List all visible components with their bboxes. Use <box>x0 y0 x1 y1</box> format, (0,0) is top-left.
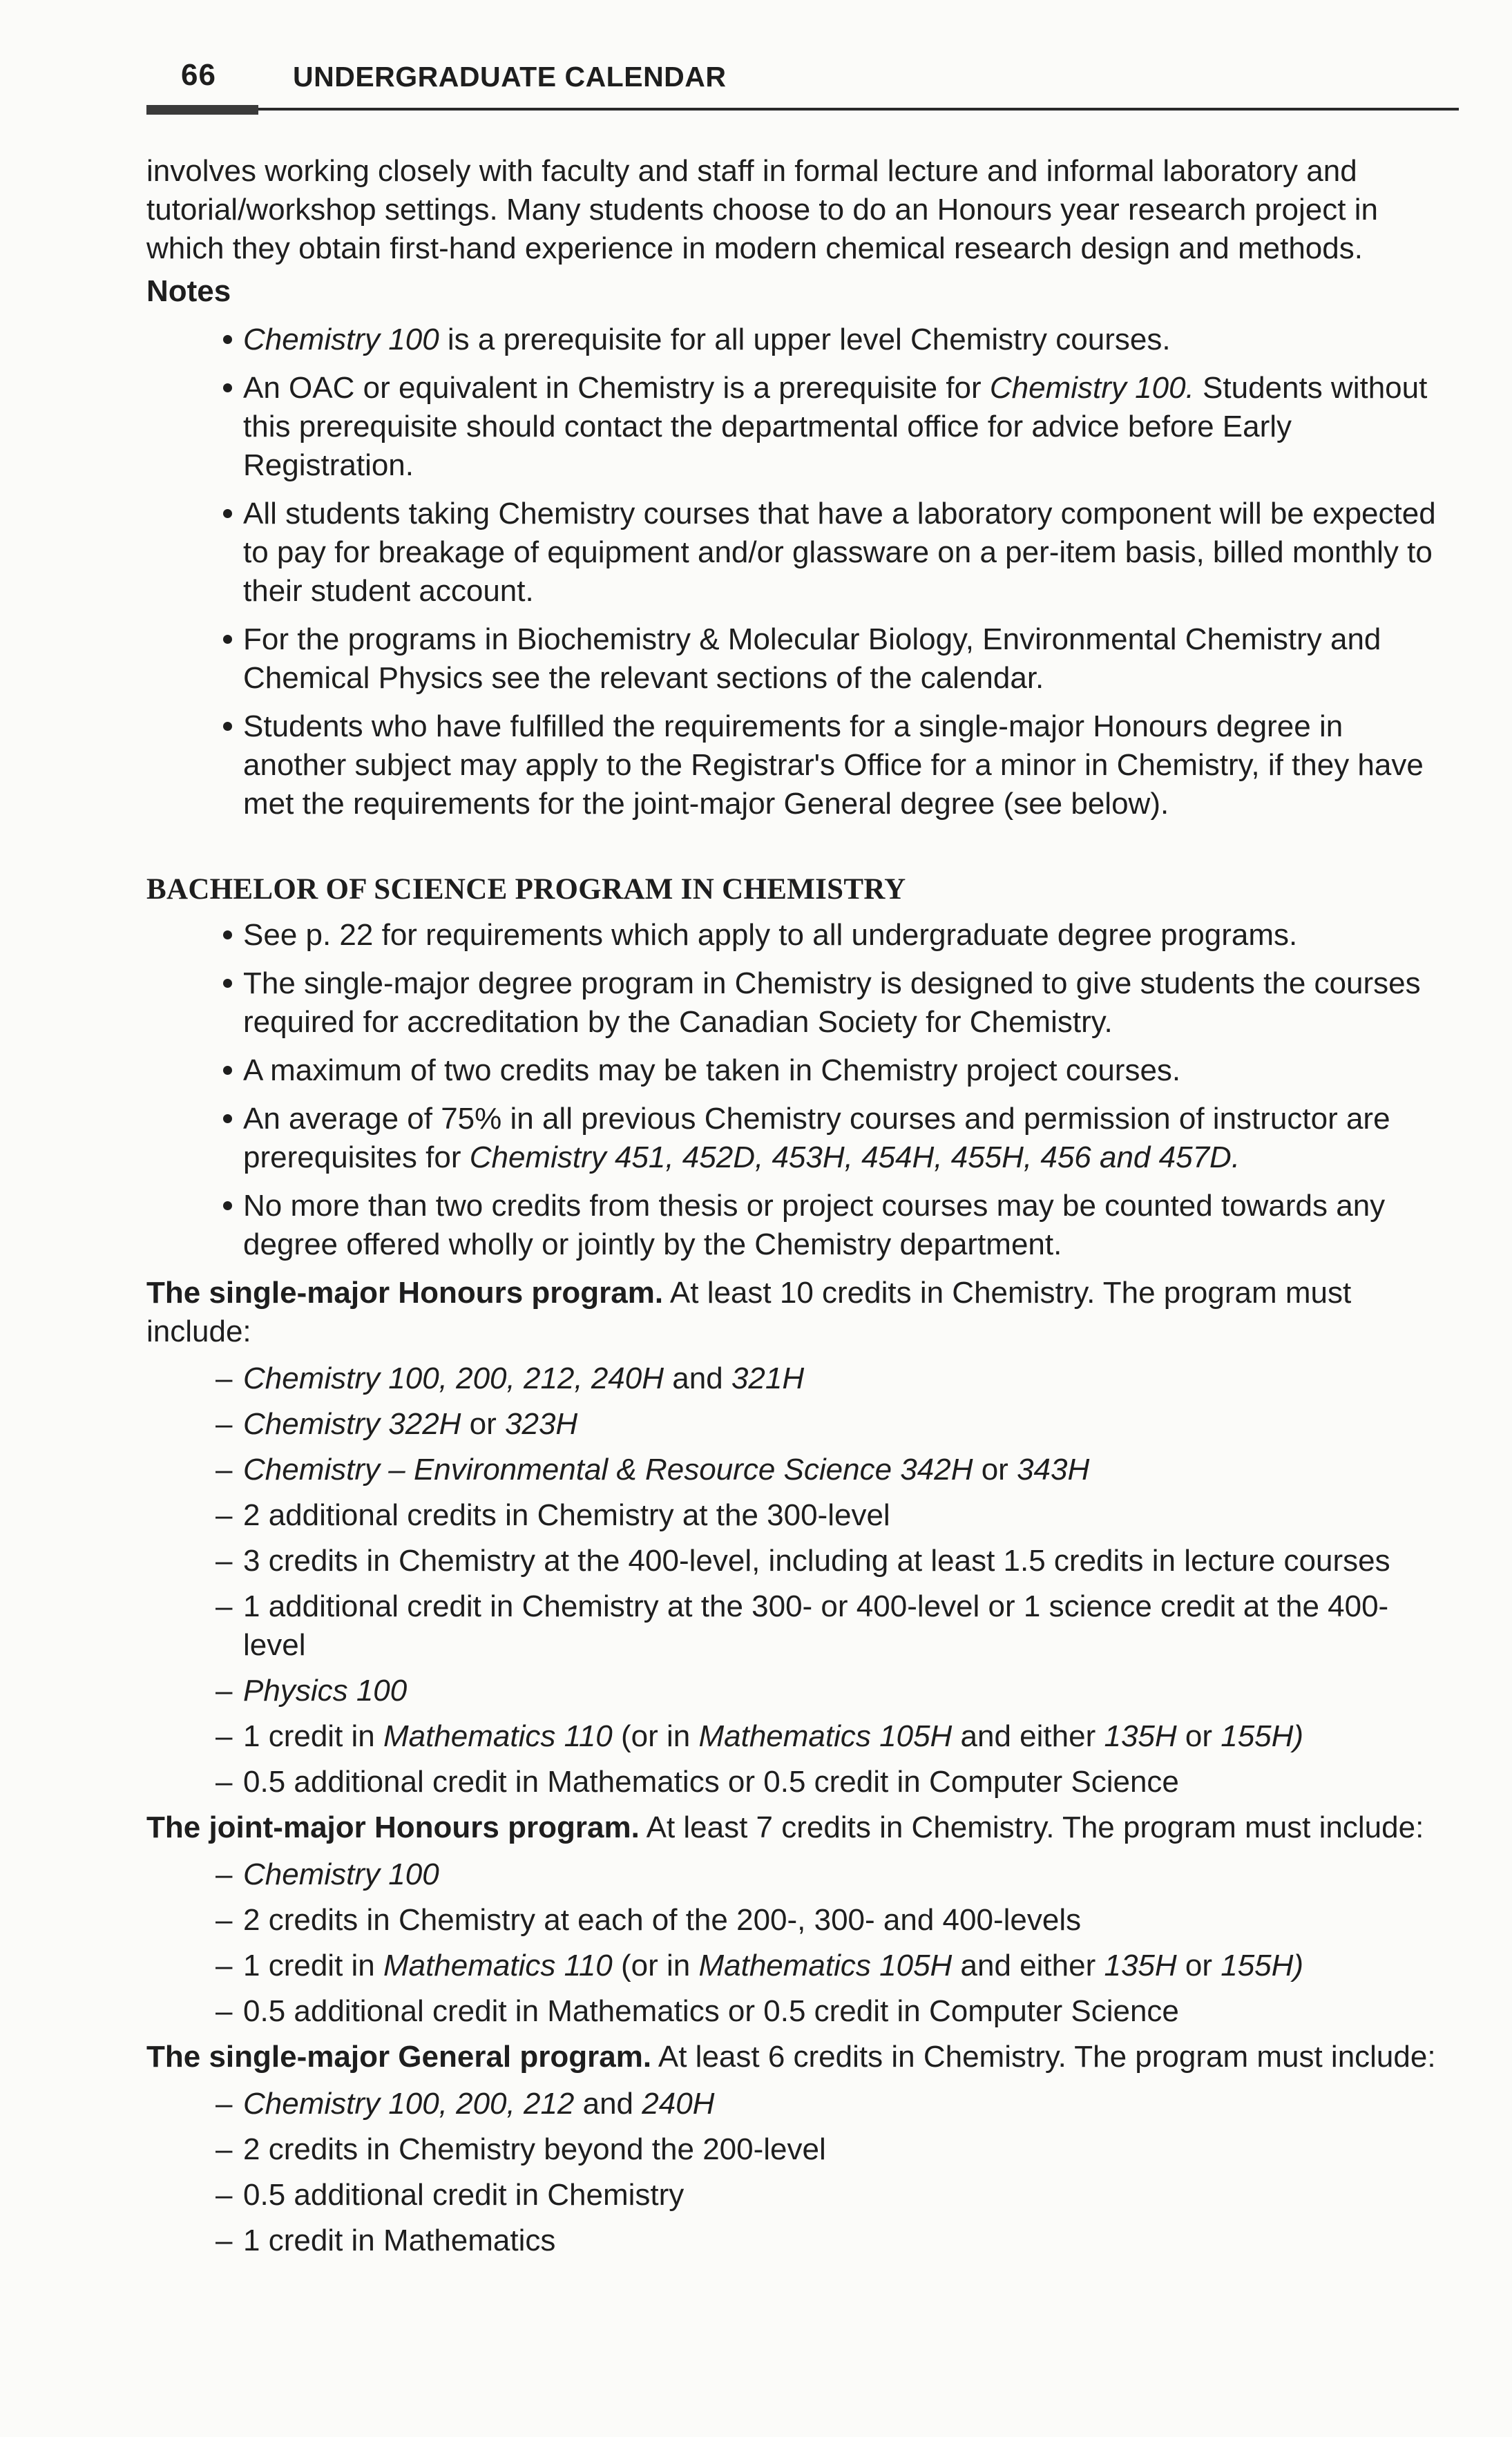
text-run: is a prerequisite for all upper level Chemistry courses. <box>439 323 1171 356</box>
text-run: (or in <box>612 1719 699 1753</box>
note-item <box>146 707 1445 823</box>
requirement-item <box>146 1451 1445 1489</box>
text-run: The single-major degree program in Chemistry is designed to give students the courses required for accreditation by the Canadian Society for Chemistry. <box>243 966 1421 1039</box>
requirement-item <box>146 1587 1445 1665</box>
note-item <box>146 620 1445 698</box>
running-title: UNDERGRADUATE CALENDAR <box>293 61 727 93</box>
text-run: or <box>461 1407 506 1441</box>
bsc-bullet-item <box>146 916 1445 955</box>
italic-run: Mathematics 110 <box>383 1719 613 1753</box>
text-run: 1 credit in Mathematics <box>243 2224 556 2257</box>
page-content <box>146 152 1445 2267</box>
requirement-item <box>146 1672 1445 1710</box>
requirement-list <box>146 1359 1445 1802</box>
text-run: or <box>1176 1719 1221 1753</box>
requirement-item <box>146 1717 1445 1756</box>
italic-run: 155H) <box>1221 1719 1304 1753</box>
requirement-item <box>146 1992 1445 2031</box>
italic-run: Chemistry 100, 200, 212, 240H <box>243 1361 664 1395</box>
text-run: Students without this prerequisite should contact the departmental office for advice before Early Registration. <box>243 371 1428 482</box>
text-run: and either <box>952 1719 1104 1753</box>
italic-run: 323H <box>505 1407 578 1441</box>
program-summary: At least 10 credits in Chemistry. The program must include: <box>146 1276 1352 1348</box>
program-description <box>146 1274 1445 1351</box>
program-title: The single-major General program. <box>146 2040 652 2074</box>
text-run: 1 credit in <box>243 1719 383 1753</box>
note-item <box>146 369 1445 485</box>
requirement-item <box>146 1359 1445 1398</box>
text-run: 0.5 additional credit in Mathematics or 0.5 credit in Computer Science <box>243 1765 1179 1799</box>
text-run: or <box>1176 1949 1221 1982</box>
text-run: All students taking Chemistry courses that have a laboratory component will be expected to pay for breakage of equipment and/or glassware on a per-item basis, billed monthly to their student account. <box>243 497 1436 608</box>
requirement-item <box>146 1496 1445 1535</box>
text-run: 1 credit in <box>243 1949 383 1982</box>
italic-run: Mathematics 105H <box>698 1949 953 1982</box>
program-description <box>146 2038 1445 2076</box>
italic-run: Chemistry 100. <box>989 371 1194 405</box>
program-summary: At least 6 credits in Chemistry. The program must include: <box>651 2040 1436 2074</box>
italic-run: Chemistry – Environmental & Resource Science 342H <box>243 1453 973 1487</box>
italic-run: Chemistry 322H <box>243 1407 461 1441</box>
text-run: For the programs in Biochemistry & Molecular Biology, Environmental Chemistry and Chemical Physics see the relevant sections of the calendar. <box>243 622 1381 695</box>
italic-run: 240H <box>642 2087 715 2121</box>
text-run: 3 credits in Chemistry at the 400-level, including at least 1.5 credits in lecture courses <box>243 1544 1390 1578</box>
requirement-item <box>146 2221 1445 2260</box>
program-summary: At least 7 credits in Chemistry. The program must include: <box>639 1810 1424 1844</box>
bsc-list <box>146 916 1445 1264</box>
program-requirements <box>146 1274 1445 2260</box>
text-run: and <box>664 1361 731 1395</box>
requirement-item <box>146 1405 1445 1444</box>
requirement-item <box>146 1855 1445 1894</box>
program-title: The joint-major Honours program. <box>146 1810 640 1844</box>
program-title: The single-major Honours program. <box>146 1276 664 1310</box>
text-run: A maximum of two credits may be taken in Chemistry project courses. <box>243 1053 1181 1087</box>
requirement-item <box>146 2085 1445 2123</box>
header-rule-block <box>146 105 258 115</box>
italic-run: Chemistry 100 <box>243 1857 439 1891</box>
text-run: Students who have fulfilled the requirements for a single-major Honours degree in another subject may apply to the Registrar's Office for a minor in Chemistry, if they have met the requirements for the joint-major General degree (see below). <box>243 709 1424 821</box>
program-description <box>146 1808 1445 1847</box>
italic-run: 343H <box>1017 1453 1090 1487</box>
notes-list <box>146 321 1445 823</box>
bsc-bullet-item <box>146 964 1445 1042</box>
italic-run: Chemistry 100 <box>243 323 439 356</box>
requirement-item <box>146 1947 1445 1985</box>
italic-run: 321H <box>731 1361 805 1395</box>
bsc-bullet-item <box>146 1187 1445 1264</box>
italic-run: Mathematics 105H <box>698 1719 953 1753</box>
requirement-item <box>146 1763 1445 1802</box>
text-run: An OAC or equivalent in Chemistry is a prerequisite for <box>243 371 990 405</box>
italic-run: Chemistry 451, 452D, 453H, 454H, 455H, 456 and 457D. <box>469 1140 1241 1174</box>
text-run: 2 credits in Chemistry beyond the 200-level <box>243 2132 826 2166</box>
text-run: See p. 22 for requirements which apply to all undergraduate degree programs. <box>243 918 1298 952</box>
requirement-list <box>146 1855 1445 2031</box>
requirement-item <box>146 1901 1445 1940</box>
requirement-item <box>146 1542 1445 1580</box>
italic-run: 155H) <box>1221 1949 1304 1982</box>
text-run: 2 credits in Chemistry at each of the 200-, 300- and 400-levels <box>243 1903 1082 1937</box>
header-rule <box>146 108 1459 111</box>
italic-run: 135H <box>1104 1719 1177 1753</box>
text-run: and either <box>952 1949 1104 1982</box>
text-run: An average of 75% in all previous Chemistry courses and permission of instructor are prerequisites for <box>243 1102 1390 1174</box>
bsc-bullet-item <box>146 1051 1445 1090</box>
italic-run: Mathematics 110 <box>383 1949 613 1982</box>
requirement-item <box>146 2176 1445 2215</box>
italic-run: 135H <box>1104 1949 1177 1982</box>
note-item <box>146 495 1445 611</box>
text-run: 1 additional credit in Chemistry at the 300- or 400-level or 1 science credit at the 400-level <box>243 1589 1389 1662</box>
text-run: and <box>574 2087 642 2121</box>
intro-paragraph: involves working closely with faculty and staff in formal lecture and informal laboratory and tutorial/workshop settings. Many students choose to do an Honours year research project in which they obtain first-hand experience in modern chemical research design and methods. <box>146 154 1378 265</box>
bsc-bullet-item <box>146 1100 1445 1177</box>
notes-heading: Notes <box>146 274 231 308</box>
italic-run: Chemistry 100, 200, 212 <box>243 2087 575 2121</box>
requirement-list <box>146 2085 1445 2260</box>
note-item <box>146 321 1445 359</box>
text-run: 2 additional credits in Chemistry at the 300-level <box>243 1498 890 1532</box>
page-number: 66 <box>181 58 216 92</box>
text-run: 0.5 additional credit in Mathematics or 0.5 credit in Computer Science <box>243 1994 1179 2028</box>
text-run: or <box>973 1453 1017 1487</box>
requirement-item <box>146 2130 1445 2169</box>
text-run: 0.5 additional credit in Chemistry <box>243 2178 685 2212</box>
bsc-heading: BACHELOR OF SCIENCE PROGRAM IN CHEMISTRY <box>146 873 906 906</box>
text-run: (or in <box>612 1949 699 1982</box>
page-header <box>146 55 1459 97</box>
text-run: No more than two credits from thesis or project courses may be counted towards any degree offered wholly or jointly by the Chemistry department. <box>243 1189 1386 1261</box>
italic-run: Physics 100 <box>243 1674 408 1708</box>
